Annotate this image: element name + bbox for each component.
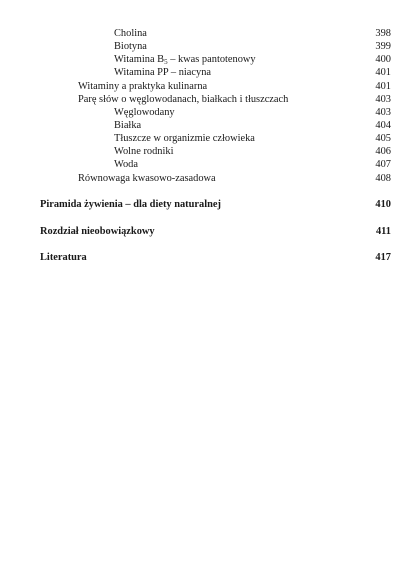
toc-entry-title: Witamina PP – niacyna [114,67,212,78]
toc-entry-title: Wolne rodniki [114,146,174,157]
toc-entry [78,81,391,93]
toc-entry [114,67,391,79]
toc-entry [114,120,391,132]
toc-entry-title: Literatura [40,252,87,263]
toc-entry [114,28,391,40]
toc-entry-title: Cholina [114,28,147,39]
toc-chapter-entry [40,199,391,211]
toc-entry-title: Witaminy a praktyka kulinarna [78,81,208,92]
toc-entry-page: 401 [375,81,391,92]
toc-entry-page: 405 [375,133,391,144]
toc-entry [114,107,391,119]
toc-entry-title: Tłuszcze w organizmie człowieka [114,133,255,144]
toc-entry [78,173,391,185]
toc-entry-page: 400 [375,54,391,65]
toc-entry-title [114,54,256,66]
toc-entry-page: 399 [375,41,391,52]
toc-entry-page: 403 [375,107,391,118]
toc-entry-title-main: Witamina B [114,54,165,65]
toc-entry-page: 410 [375,199,391,210]
toc-entry [114,41,391,53]
toc-entry-page: 404 [375,120,391,131]
toc-entry [114,54,391,66]
toc-entry-page: 403 [375,94,391,105]
toc-entry-title: Węglowodany [114,107,175,118]
toc-entry [78,94,391,106]
toc-entry-page: 406 [375,146,391,157]
toc-entry-title: Rozdział nieobowiązkowy [40,226,155,237]
toc-entry-title: Parę słów o węglowodanach, białkach i tłuszczach [78,94,289,105]
toc-entry-title-subscript: 5 [164,58,168,66]
toc-entry-title: Biotyna [114,41,147,52]
toc-entry-title-rest: – kwas pantotenowy [167,54,256,65]
toc-entry-title: Białka [114,120,142,131]
toc-entry-page: 408 [375,173,391,184]
toc-entry-title: Równowaga kwasowo-zasadowa [78,173,216,184]
toc-chapter-entry [40,226,391,238]
toc-entry-page: 407 [375,159,391,170]
toc-entry [114,133,391,145]
toc-entry-page: 401 [375,67,391,78]
toc-chapter-entry [40,252,391,264]
toc-entry-page: 398 [375,28,391,39]
toc-entry-title: Piramida żywienia – dla diety naturalnej [40,199,221,210]
toc-entry-title: Woda [114,159,138,170]
toc-entry [114,146,391,158]
toc-entry-page: 417 [375,252,391,263]
toc-entry-page: 411 [375,226,391,237]
toc-entry [114,159,391,171]
